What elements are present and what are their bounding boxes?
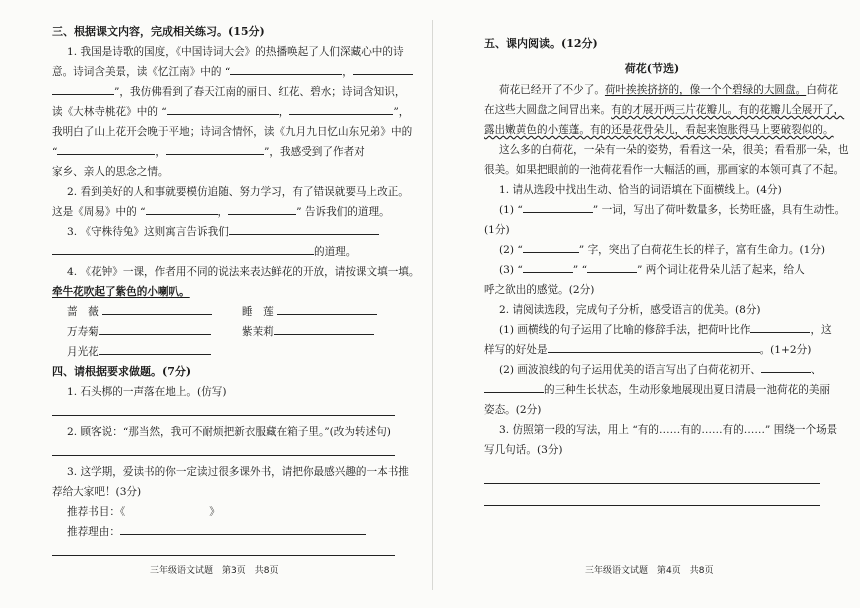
- reason-blank[interactable]: [120, 522, 366, 535]
- section-3-heading: 三、根据课文内容，完成相关练习。(15分): [52, 25, 265, 38]
- wavy-underlined-sentence-a: 有的才展开两三片花瓣儿。有的花瓣儿全展开了，: [611, 104, 845, 116]
- r2-2-line-c: 姿态。(2分): [484, 404, 542, 416]
- q1-blank-5[interactable]: [289, 102, 393, 115]
- flower-blank[interactable]: [102, 302, 212, 315]
- r1-text: 1. 请从选段中找出生动、恰当的词语填在下面横线上。(4分): [499, 184, 782, 196]
- q1-line-d: 读《大林寺桃花》中的 “ ， ”，: [52, 102, 395, 122]
- r2-1-line-b: 样写的好处是 。(1+2分): [484, 340, 820, 360]
- q1-blank-1[interactable]: [230, 62, 342, 75]
- q1-blank-4[interactable]: [167, 102, 279, 115]
- q1-line-a: 1. 我国是诗歌的国度，《中国诗词大会》的热播唤起了人们深藏心中的诗: [67, 46, 404, 58]
- r3-answer-line-2[interactable]: [484, 504, 820, 506]
- r1-2-blank[interactable]: [523, 240, 579, 253]
- r1-3-blank-1[interactable]: [523, 260, 573, 273]
- r1-1-blank[interactable]: [523, 200, 593, 213]
- section-5-heading: 五、课内阅读。(12分): [484, 37, 598, 50]
- q2-line-b: 这是《周易》中的 “ ， ” 告诉我们的道理。: [52, 202, 395, 222]
- q1-line-g: 家乡、亲人的思念之情。: [52, 166, 169, 178]
- reason-line: 推荐理由：: [52, 522, 395, 542]
- p3-text-a: 3. 这学期，爱读书的你一定读过很多课外书，请把你最感兴趣的一本书推: [67, 466, 409, 478]
- r2-1-line: (1) 画横线的句子运用了比喻的修辞手法，把荷叶比作 ，这: [484, 320, 820, 340]
- q2-blank-1[interactable]: [146, 202, 218, 215]
- r1-3-line-b: 呼之欲出的感觉。(2分): [484, 284, 595, 296]
- q4-example: 牵牛花吹起了紫色的小喇叭。: [52, 286, 190, 298]
- q4-line-a: 4. 《花钟》一课，作者用不同的说法来表达鲜花的开放，请按课文填一填。: [67, 266, 420, 278]
- r2-2-blank-1[interactable]: [761, 360, 811, 373]
- r2-2-line: (2) 画波浪线的句子运用优美的语言写出了白荷花初开、 、: [484, 360, 820, 380]
- flower-row-3: [52, 342, 395, 362]
- flower-row-1: [52, 302, 395, 322]
- book-title-line: 推荐书目：《 》: [67, 506, 220, 518]
- flower-label: 万寿菊: [67, 326, 99, 338]
- flower-label: 睡 莲: [242, 306, 274, 318]
- r1-1-score: (1分): [484, 224, 510, 236]
- r3-answer-line-1[interactable]: [484, 482, 820, 484]
- q1-blank-3[interactable]: [52, 82, 114, 95]
- flower-label: 月光花: [67, 346, 99, 358]
- p2-answer-line[interactable]: [52, 454, 395, 456]
- r1-3-line: (3) “ ” “ ” 两个词让花骨朵儿活了起来，给人: [484, 260, 820, 280]
- q1-blank-2[interactable]: [353, 62, 413, 75]
- r2-text: 2. 请阅读选段，完成句子分析，感受语言的优美。(8分): [499, 304, 761, 316]
- r2-2-line-b: 的三种生长状态，生动形象地展现出夏日清晨一池荷花的美丽: [484, 380, 820, 400]
- q1-line-c: ”，我仿佛看到了春天江南的丽日、红花、碧水；诗词含知识，: [52, 82, 395, 102]
- passage-line-2: 在这些大圆盘之间冒出来。有的才展开两三片花瓣儿。有的花瓣儿全展开了，: [484, 104, 845, 116]
- flower-label: 紫茉莉: [242, 326, 274, 338]
- reason-answer-line[interactable]: [52, 554, 395, 556]
- passage-line-4: 这么多的白荷花，一朵有一朵的姿势，看看这一朵，很美；看看那一朵，也: [499, 144, 849, 156]
- q1-line-f: “ ， ”，我感受到了作者对: [52, 142, 395, 162]
- q1-line-b: 意。诗词含美景，读《忆江南》中的 “ ，: [52, 62, 395, 82]
- r3-text-a: 3. 仿照第一段的写法，用上 “有的……有的……有的……” 围绕一个场景: [499, 424, 838, 436]
- straight-underlined-sentence: 荷叶挨挨挤挤的，像一个个碧绿的大圆盘。: [604, 84, 807, 96]
- q2-line-a: 2. 看到美好的人和事就要模仿追随、努力学习，有了错误就要马上改正。: [67, 186, 409, 198]
- q3-line-a: 3. 《守株待兔》这则寓言告诉我们: [52, 222, 395, 242]
- page-divider: [432, 20, 433, 590]
- r3-text-b: 写几句话。(3分): [484, 444, 563, 456]
- r1-3-blank-2[interactable]: [587, 260, 637, 273]
- r2-1-blank-2[interactable]: [548, 340, 760, 353]
- r1-1-line: (1) “ ” 一词，写出了荷叶数量多，长势旺盛，具有生动性。: [484, 200, 820, 220]
- flower-blank[interactable]: [99, 322, 211, 335]
- passage-line-3: [484, 120, 834, 140]
- p3-text-b: 荐给大家吧！(3分): [52, 486, 142, 498]
- flower-label: 蔷 薇: [67, 306, 99, 318]
- page-4-footer: 三年级语文试题 第4页 共8页: [585, 566, 714, 576]
- p1-text: 1. 石头梆的一声落在地上。(仿写): [67, 386, 227, 398]
- q3-blank-2[interactable]: [52, 242, 314, 255]
- passage-line-5: 很美。如果把眼前的一池荷花看作一大幅活的画，那画家的本领可真了不起。: [484, 164, 845, 176]
- wavy-underlined-sentence-b: 露出嫩黄色的小莲蓬。有的还是花骨朵儿，看起来饱胀得马上要破裂似的。: [484, 124, 834, 136]
- passage-title: 荷花(节选): [624, 62, 680, 75]
- flower-blank[interactable]: [277, 302, 377, 315]
- page-4: [440, 0, 860, 608]
- p2-text: 2. 顾客说：“那当然，我可不耐烦把新衣服藏在箱子里。”(改为转述句): [67, 426, 391, 438]
- passage-line-1: 荷花已经开了不少了。荷叶挨挨挤挤的，像一个个碧绿的大圆盘。白荷花: [499, 84, 838, 96]
- q1-blank-6[interactable]: [57, 142, 155, 155]
- section-4-heading: 四、请根据要求做题。(7分): [52, 365, 192, 378]
- r2-1-blank-1[interactable]: [750, 320, 810, 333]
- r2-2-blank-2[interactable]: [484, 380, 544, 393]
- page-3-footer: 三年级语文试题 第3页 共8页: [150, 566, 279, 576]
- q3-blank-1[interactable]: [229, 222, 379, 235]
- page-3: [0, 0, 425, 608]
- flower-blank[interactable]: [99, 342, 211, 355]
- p1-answer-line[interactable]: [52, 414, 395, 416]
- q3-line-b: 的道理。: [52, 242, 395, 262]
- r1-2-line: (2) “ ” 字，突出了白荷花生长的样子，富有生命力。(1分): [484, 240, 820, 260]
- q1-line-e: 我明白了山上花开会晚于平地；诗词含情怀，读《九月九日忆山东兄弟》中的: [52, 126, 413, 138]
- q1-blank-7[interactable]: [166, 142, 264, 155]
- flower-blank[interactable]: [274, 322, 374, 335]
- flower-row-2: [52, 322, 395, 342]
- q2-blank-2[interactable]: [228, 202, 296, 215]
